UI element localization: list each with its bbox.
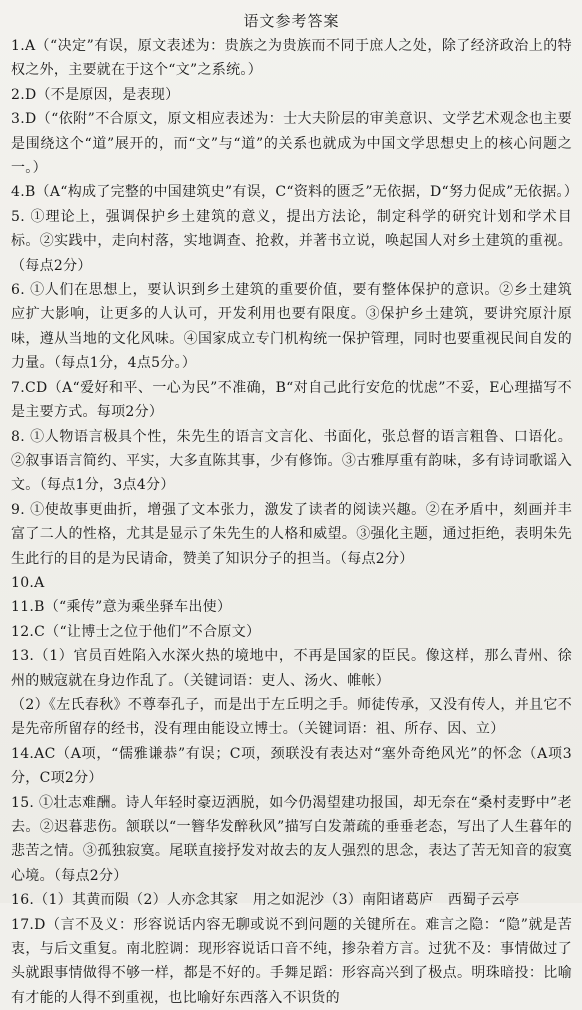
answer-paragraph: 4.B（A“构成了完整的中国建筑史”有误，C“资料的匮乏”无依据，D“努力促成”无依据。） xyxy=(11,184,579,201)
answer-paragraph: 17.D（言不及义：形容说话内容无聊或说不到问题的关键所在。难言之隐：“隐”就是苦衷，与后文重复。南北腔调：现形容说话口音不纯，掺杂着方言。过犹不及：事情做过了头就跟事情做得不够一样，都是不好的。手舞足蹈：形容高兴到了极点。明珠暗投：比喻有才能的人得不到重视，也比喻好东西落入不识货的 xyxy=(11,916,572,1006)
answer-paragraph: 7.CD（A“爱好和平、一心为民”不准确，B“对自己此行安危的忧虑”不妥，E心理描写不是主要方式。每项2分） xyxy=(11,379,572,421)
answer-paragraph: 2.D（不是原因，是表现） xyxy=(11,86,180,103)
answer-paragraph: 15. ①壮志难酬。诗人年轻时豪迈洒脱，如今仍渴望建功报国，却无奈在“桑村麦野中”老去。②迟暮悲伤。颔联以“一簪华发醉秋风”描写白发萧疏的垂垂老态，写出了人生暮年的悲苦之情。③孤独寂寞。尾联直接抒发对故去的友人强烈的思念，表达了苦无知音的寂寞心境。（每点2分） xyxy=(11,794,572,884)
answer-paragraph: 6. ①人们在思想上，要认识到乡土建筑的重要价值，要有整体保护的意识。②乡土建筑应扩大影响，让更多的人认可，开发利用也要有限度。③保护乡土建筑，要讲究原汁原味，遵从当地的文化风味。④国家成立专门机构统一保护管理，同时也要重视民间自发的力量。（每点1分，4点5分。） xyxy=(11,282,572,372)
answer-paragraph: （2）《左氏春秋》不尊奉孔子，而是出于左丘明之手。师徒传承，又没有传人，并且它不是先帝所留存的经书，没有理由能设立博士。（关键词语：祖、所存、因、立） xyxy=(11,696,572,738)
answer-paragraph: 3.D（“依附”不合原文，原文相应表述为：士大夫阶层的审美意识、文学艺术观念也主要是围绕这个“道”展开的，而“文”与“道”的关系也就成为中国文学思想史上的核心问题之一。） xyxy=(11,111,572,177)
answer-paragraph: 8. ①人物语言极具个性，朱先生的语言文言化、书面化，张总督的语言粗鲁、口语化。②叙事语言简约、平实，大多直陈其事，少有修饰。③古雅厚重有韵味，多有诗词歌谣入文。（每点1分，3点4分） xyxy=(11,428,572,494)
answer-paragraph: 14.AC（A项，“儒雅谦恭”有误；C项，颈联没有表达对“塞外奇绝风光”的怀念（A项3分，C项2分） xyxy=(11,745,572,787)
answer-content xyxy=(11,34,579,1010)
answer-paragraph: 11.B（“乘传”意为乘坐驿车出使） xyxy=(11,599,232,616)
answer-paragraph: 5. ①理论上，强调保护乡土建筑的意义，提出方法论，制定科学的研究计划和学术目标。②实践中，走向村落，实地调查、抢救，并著书立说，唤起国人对乡土建筑的重视。（每点2分） xyxy=(11,208,572,274)
answer-paragraph: 9. ①使故事更曲折，增强了文本张力，激发了读者的阅读兴趣。②在矛盾中，刻画并丰富了二人的性格，尤其是显示了朱先生的人格和威望。③强化主题，通过拒绝，表明朱先生此行的目的是为民请命，赞美了知识分子的担当。（每点2分） xyxy=(11,501,572,567)
answer-paragraph: 10.A xyxy=(11,574,45,591)
answer-paragraph: 12.C（“让博士之位于他们”不合原文） xyxy=(11,623,261,640)
page-title: 语文参考答案 xyxy=(243,12,340,30)
answer-paragraph: 1.A（“决定”有误，原文表述为：贵族之为贵族而不同于庶人之处，除了经济政治上的特权之外，主要就在于这个“文”之系统。） xyxy=(11,38,572,79)
answer-paragraph: 13.（1）官员百姓陷入水深火热的境地中，不再是国家的臣民。像这样，那么青州、徐州的贼寇就在身边作乱了。（关键词语：吏人、汤火、帷帐） xyxy=(11,648,572,689)
answer-paragraph: 16.（1）其黄而陨（2）人亦念其家 用之如泥沙（3）南阳诸葛庐 西蜀子云亭 xyxy=(11,892,520,909)
